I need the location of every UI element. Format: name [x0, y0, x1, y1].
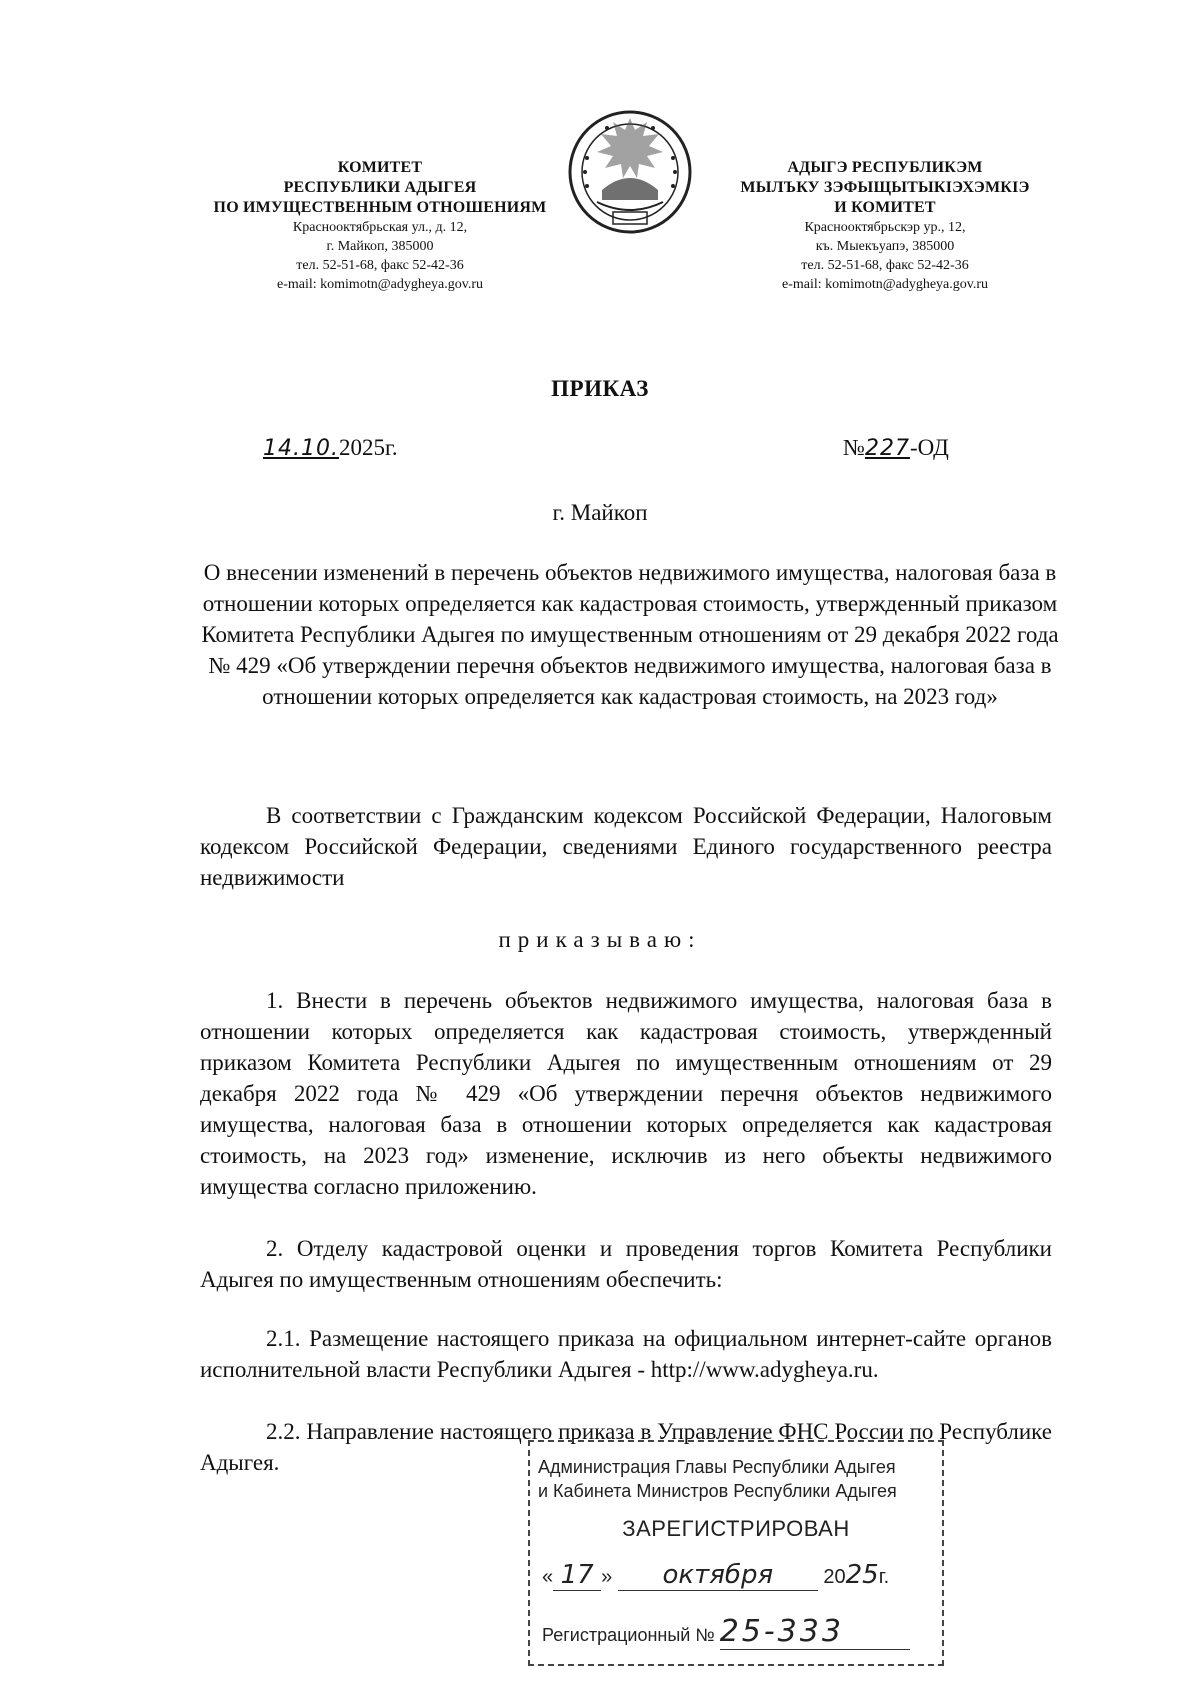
org-email: e-mail: komimotn@adygheya.gov.ru	[277, 277, 483, 292]
stamp-registration-number	[542, 1614, 942, 1650]
legal-basis	[200, 800, 1052, 893]
org-name-line: И КОМИТЕТ	[834, 199, 936, 216]
org-name-line: АДЫГЭ РЕСПУБЛИКЭМ	[787, 159, 983, 176]
stamp-day: 17	[553, 1560, 601, 1591]
order-item-1	[200, 985, 1052, 1202]
org-address: Краснооктябрьская ул., д. 12,	[292, 220, 468, 235]
registration-stamp	[528, 1440, 944, 1666]
issue-city: г. Майкоп	[552, 500, 648, 525]
number-suffix: -ОД	[909, 435, 949, 460]
item-paragraph: 2.2. Направление настоящего приказа в Управление ФНС России по Республике Адыгея.	[200, 1419, 1052, 1475]
org-address: Краснооктябрьскэр ур., 12,	[804, 220, 966, 235]
item-paragraph: 2. Отделу кадастровой оценки и проведения торгов Комитета Республики Адыгея по имущественным отношениям обеспечить:	[200, 1236, 1052, 1292]
handwritten-number: 227	[864, 436, 910, 461]
quote-open: «	[542, 1566, 554, 1588]
reg-label: Регистрационный №	[542, 1625, 715, 1645]
org-name-line: РЕСПУБЛИКИ АДЫГЕЯ	[283, 179, 477, 196]
order-number	[843, 435, 949, 461]
order-date	[263, 435, 398, 461]
coat-of-arms-icon	[567, 108, 693, 236]
stamp-year: 25	[845, 1560, 879, 1590]
quote-close: »	[601, 1566, 613, 1588]
stamp-authority-line: Администрация Главы Республики Адыгея	[538, 1457, 896, 1477]
org-name-line: ПО ИМУЩЕСТВЕННЫМ ОТНОШЕНИЯМ	[213, 199, 547, 216]
reg-number: 25-333	[720, 1614, 910, 1650]
item-paragraph: 2.1. Размещение настоящего приказа на официальном интернет-сайте органов исполнительной власти Республики Адыгея - http://www.adygheya.ru.	[200, 1326, 1052, 1382]
org-phone: тел. 52-51-68, факс 52-42-36	[801, 258, 969, 273]
org-email: e-mail: komimotn@adygheya.gov.ru	[782, 277, 988, 292]
order-subject: О внесении изменений в перечень объектов недвижимого имущества, налоговая база в отношении которых определяется как кадастровая стоимость, утвержденный приказом Комитета Республики Адыгея по имущественным отношениям от 29 декабря 2022 года № 429 «Об утверждении перечня объектов недвижимого имущества, налоговая база в отношении которых определяется как кадастровая стоимость, на 2023 год»	[201, 560, 1059, 709]
org-city: г. Майкоп, 385000	[326, 239, 434, 254]
stamp-date	[542, 1560, 942, 1591]
org-phone: тел. 52-51-68, факс 52-42-36	[296, 258, 464, 273]
letterhead-left	[180, 158, 580, 294]
date-suffix: 2025г.	[338, 435, 398, 460]
org-name-line: МЫЛЪКУ ЗЭФЫЩЫТЫКIЭХЭМКIЭ	[740, 179, 1030, 196]
handwritten-date: 14.10.	[263, 436, 339, 461]
org-name-line: КОМИТЕТ	[337, 159, 423, 176]
item-paragraph: 1. Внести в перечень объектов недвижимого имущества, налоговая база в отношении которых определяется как кадастровая стоимость, утвержденный приказом Комитета Республики Адыгея по имущественным отношениям от 29 декабря 2022 года № 429 «Об утверждении перечня объектов недвижимого имущества, налоговая база в отношении которых определяется как кадастровая стоимость, на 2023 год» изменение, исключив из него объекты недвижимого имущества согласно приложению.	[200, 988, 1052, 1199]
order-item-2-1	[200, 1323, 1052, 1385]
year-prefix: 20	[823, 1566, 846, 1588]
stamp-registered-label: ЗАРЕГИСТРИРОВАН	[622, 1516, 850, 1541]
stamp-month: октября	[618, 1560, 818, 1591]
number-sign: №	[843, 435, 865, 460]
orders-heading: приказываю:	[498, 927, 702, 952]
year-suffix: г.	[878, 1566, 890, 1588]
org-city: къ. Мыекъуапэ, 385000	[815, 239, 955, 254]
stamp-authority-line: и Кабинета Министров Республики Адыгея	[538, 1481, 897, 1501]
basis-paragraph: В соответствии с Гражданским кодексом Российской Федерации, Налоговым кодексом Российской Федерации, сведениями Единого государственного реестра недвижимости	[200, 803, 1052, 890]
order-item-2	[200, 1233, 1052, 1295]
document-title: ПРИКАЗ	[551, 376, 649, 401]
letterhead-right	[700, 158, 1070, 294]
